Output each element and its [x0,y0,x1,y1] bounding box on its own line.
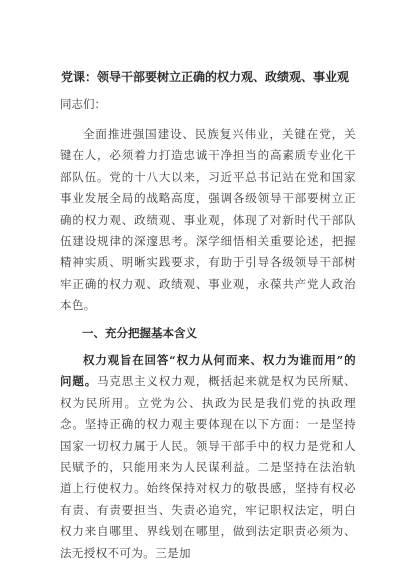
section-heading: 一、充分把握基本含义 [82,326,197,340]
document-title: 党课：领导干部要树立正确的权力观、政绩观、事业观 [60,70,349,84]
paragraph-body: 马克思主义权力观，概括起来就是权为民所赋、权为民所用。立党为公、执政为民是我们党的执政理念。坚持正确的权力观主要体现在以下方面：一是坚持国家一切权力属于人民。领导干部手中的权力是党和人民赋予的，只能用来为人民谋利益。二是坚持在法治轨道上行使权力。始终保持对权力的敬畏感，坚持有权必有责、有责要担当、失责必追究，牢记职权法定，明白权力来自哪里、界线划在哪里，做到法定职责必须为、法无授权不可为。三是加 [60,374,356,560]
paragraph-lead: 权力观旨在回答“权力从何而来、权力为谁而用”的问题。 [60,353,356,389]
paragraph-power-view [60,350,356,564]
salutation: 同志们： [60,97,106,111]
paragraph-intro: 全面推进强国建设、民族复兴伟业，关键在党，关键在人，必须着力打造忠诚干净担当的高素质专业化干部队伍。党的十八大以来，习近平总书记站在党和国家事业发展全局的战略高度，强调各级领导干部要树立正确的权力观、政绩观、事业观，体现了对新时代干部队伍建设规律的深邃思考。深学细悟相关重要论述，把握精神实质、明晰实践要求，有助于引导各级领导干部树牢正确的权力观、政绩观、事业观，永葆共产党人政治本色。 [60,127,356,313]
